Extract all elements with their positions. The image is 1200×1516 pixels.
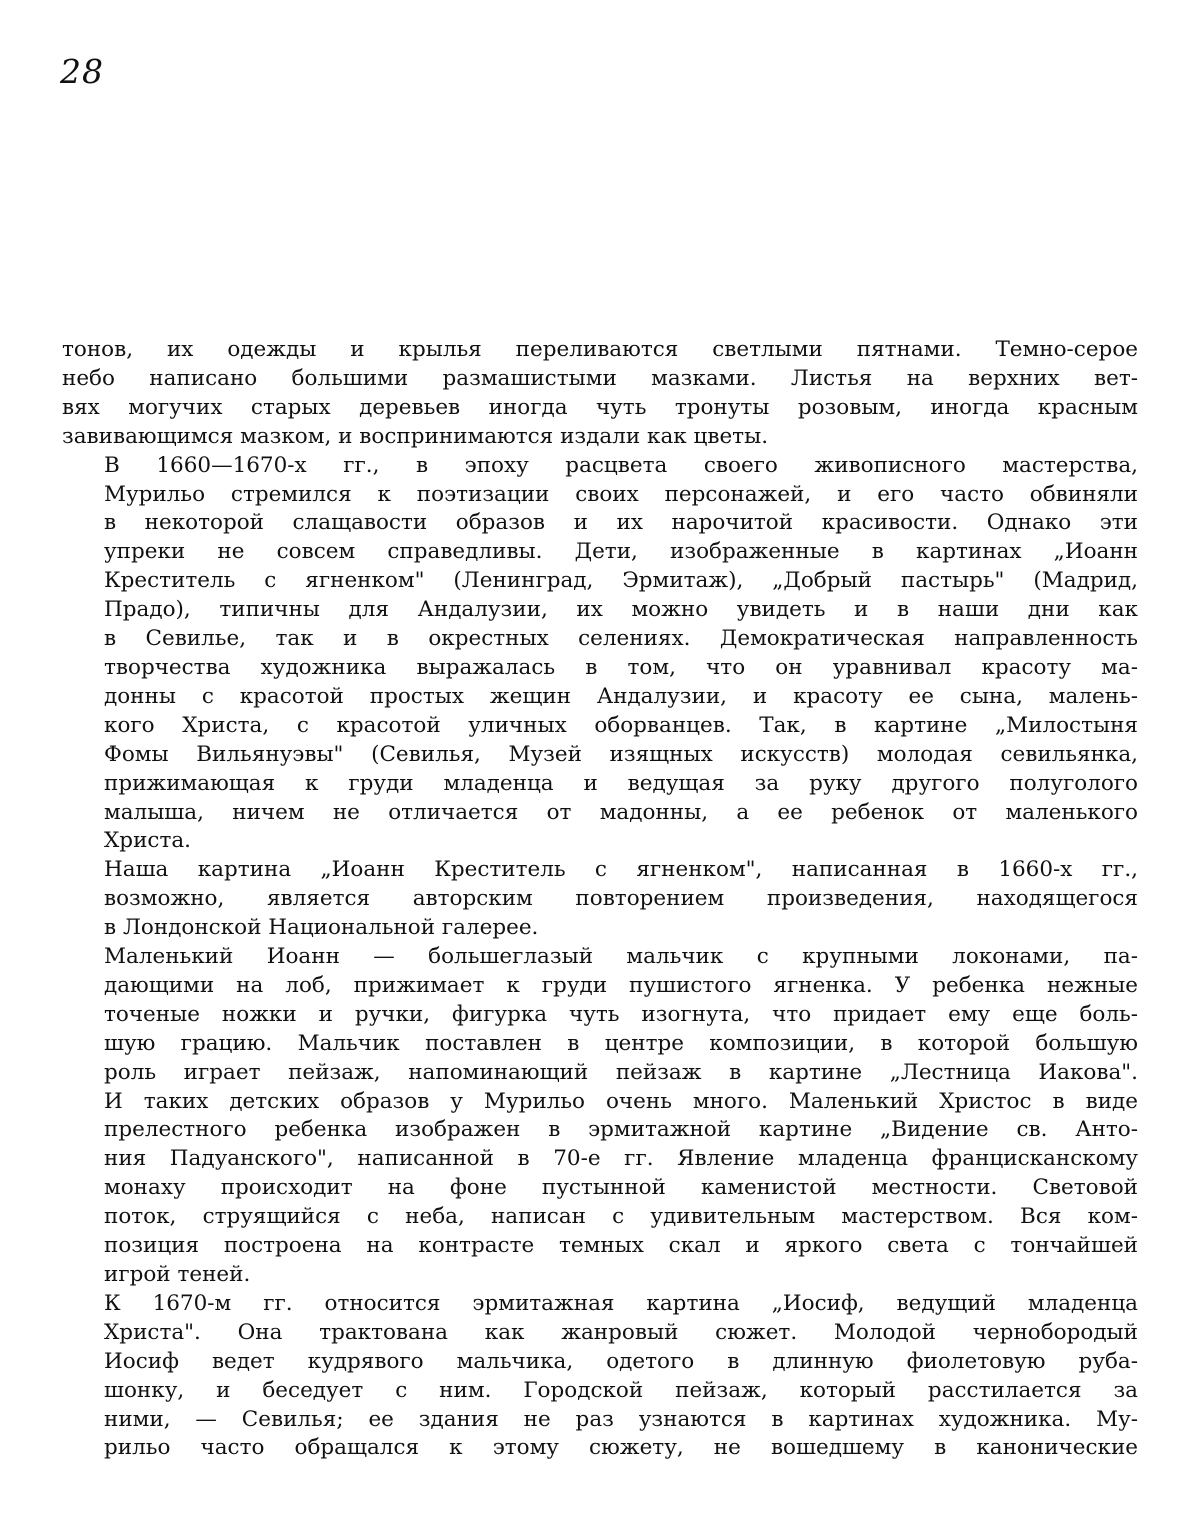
text-line: роль играет пейзаж, напоминающий пейзаж в картине „Лестница Иакова". (62, 1059, 1138, 1088)
text-line: Наша картина „Иоанн Креститель с ягненком", написанная в 1660-х гг., (62, 856, 1138, 885)
text-line: в Севилье, так и в окрестных селениях. Демократическая направленность (62, 625, 1138, 654)
text-line: рильо часто обращался к этому сюжету, не вошедшему в канонические (62, 1434, 1138, 1463)
text-line: поток, струящийся с неба, написан с удивительным мастерством. Вся ком- (62, 1203, 1138, 1232)
text-line: упреки не совсем справедливы. Дети, изображенные в картинах „Иоанн (62, 538, 1138, 567)
text-line: К 1670-м гг. относится эрмитажная картина „Иосиф, ведущий младенца (62, 1290, 1138, 1319)
text-line: ния Падуанского", написанной в 70-е гг. Явление младенца францисканскому (62, 1145, 1138, 1174)
text-line: в Лондонской Национальной галерее. (62, 914, 1138, 943)
text-line: В 1660—1670-х гг., в эпоху расцвета своего живописного мастерства, (62, 452, 1138, 481)
text-line: ними, — Севилья; ее здания не раз узнаются в картинах художника. Му- (62, 1406, 1138, 1435)
text-line: Маленький Иоанн — большеглазый мальчик с крупными локонами, па- (62, 943, 1138, 972)
text-line: Прадо), типичны для Андалузии, их можно увидеть и в наши дни как (62, 596, 1138, 625)
text-line: Христа". Она трактована как жанровый сюжет. Молодой чернобородый (62, 1319, 1138, 1348)
text-line: монаху происходит на фоне пустынной каменистой местности. Световой (62, 1174, 1138, 1203)
text-line: шую грацию. Мальчик поставлен в центре композиции, в которой большую (62, 1030, 1138, 1059)
text-line: прижимающая к груди младенца и ведущая за руку другого полуголого (62, 770, 1138, 799)
text-line: Мурильо стремился к поэтизации своих персонажей, и его часто обвиняли (62, 481, 1138, 510)
text-line: кого Христа, с красотой уличных оборванцев. Так, в картине „Милостыня (62, 712, 1138, 741)
text-line: завивающимся мазком, и воспринимаются издали как цветы. (62, 423, 1138, 452)
text-line: игрой теней. (62, 1261, 1138, 1290)
text-line: Креститель с ягненком" (Ленинград, Эрмитаж), „Добрый пастырь" (Мадрид, (62, 567, 1138, 596)
text-line: творчества художника выражалась в том, что он уравнивал красоту ма- (62, 654, 1138, 683)
paragraph-continuation (62, 336, 1138, 452)
text-line: небо написано большими размашистыми мазками. Листья на верхних вет- (62, 365, 1138, 394)
text-line: малыша, ничем не отличается от мадонны, а ее ребенок от маленького (62, 799, 1138, 828)
text-line: возможно, является авторским повторением произведения, находящегося (62, 885, 1138, 914)
text-line: дающими на лоб, прижимает к груди пушистого ягненка. У ребенка нежные (62, 972, 1138, 1001)
page-number: 28 (60, 52, 104, 92)
text-line: прелестного ребенка изображен в эрмитажной картине „Видение св. Анто- (62, 1116, 1138, 1145)
paragraph-joseph-leading-child (62, 1290, 1138, 1463)
paragraph-our-painting (62, 856, 1138, 943)
paragraph-murillo-1660s (62, 452, 1138, 857)
text-line: Христа. (62, 827, 1138, 856)
paragraph-little-john (62, 943, 1138, 1290)
text-line: донны с красотой простых жещин Андалузии, и красоту ее сына, малень- (62, 683, 1138, 712)
text-line: позиция построена на контрасте темных скал и яркого света с тончайшей (62, 1232, 1138, 1261)
text-line: Фомы Вильянуэвы" (Севилья, Музей изящных искусств) молодая севильянка, (62, 741, 1138, 770)
text-line: тонов, их одежды и крылья переливаются светлыми пятнами. Темно-серое (62, 336, 1138, 365)
body-text (62, 336, 1138, 1463)
text-line: вях могучих старых деревьев иногда чуть тронуты розовым, иногда красным (62, 394, 1138, 423)
text-line: И таких детских образов у Мурильо очень много. Маленький Христос в виде (62, 1088, 1138, 1117)
text-line: точеные ножки и ручки, фигурка чуть изогнута, что придает ему еще боль- (62, 1001, 1138, 1030)
text-line: в некоторой слащавости образов и их нарочитой красивости. Однако эти (62, 509, 1138, 538)
text-line: Иосиф ведет кудрявого мальчика, одетого в длинную фиолетовую руба- (62, 1348, 1138, 1377)
text-line: шонку, и беседует с ним. Городской пейзаж, который расстилается за (62, 1377, 1138, 1406)
